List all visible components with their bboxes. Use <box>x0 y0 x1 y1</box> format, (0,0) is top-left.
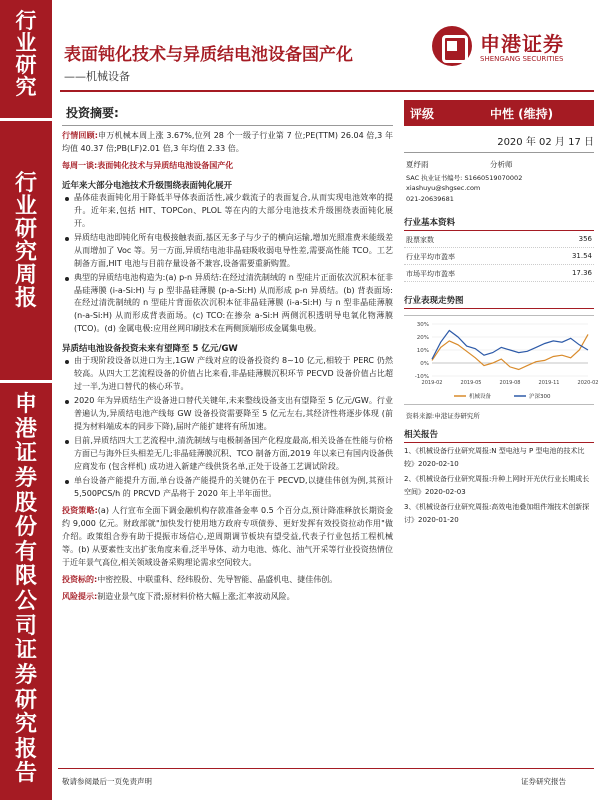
sidebar-divider <box>0 118 52 121</box>
report-title: 表面钝化技术与异质结电池设备国产化 <box>64 45 353 65</box>
report-subtitle: ——机械设备 <box>64 70 130 83</box>
rating-label: 评级 <box>410 107 435 121</box>
legend-label: 沪深300 <box>529 394 551 401</box>
trend-heading: 行业表现走势图 <box>404 294 594 309</box>
strategy-label: 投资策略: <box>62 505 98 515</box>
legend-label: 机械设备 <box>469 394 492 401</box>
analyst-phone: 021-20639681 <box>406 194 454 203</box>
basics-row <box>404 248 594 265</box>
related-report-link[interactable]: 2、《机械设备行业研究周报:升种上网时开光伏行业长期成长空间》2020-02-03 <box>404 475 590 496</box>
weekly-focus: 每周一谈:表面钝化技术与异质结电池设备国产化 <box>62 160 234 170</box>
market-review <box>62 130 393 156</box>
trend-chart <box>404 315 599 405</box>
bullet-item: 单台设备产能提升方面,单台设备产能提升的关键仍在于 PECVD,以捷佳伟创为例,其预计 5,500PCS/h 的 PRCVD 产品将于 2020 年上半年面世。 <box>62 475 393 501</box>
related-heading: 相关报告 <box>404 428 594 443</box>
summary-heading: 投资摘要: <box>62 100 393 126</box>
basics-row-label: 股票家数 <box>406 236 434 245</box>
basics-row <box>404 231 594 248</box>
basics-row-value: 356 <box>578 235 592 244</box>
risk-warning <box>62 591 393 604</box>
bullet-item: 2020 年为异质结生产设备进口替代关键年,未来整线设备支出有望降至 5 亿元/GW。行业普遍认为,异质结电池产线每 GW 设备投资需要降至 5 亿元左右,其经济性将逐步体现 (前提为材料端成本的同步下降),届时产能扩建将有所加速。 <box>62 395 393 434</box>
sidebar-label-weekly <box>0 172 52 311</box>
basics-row <box>404 265 594 282</box>
brand-logo <box>432 22 592 72</box>
y-tick-label: 0% <box>420 361 429 368</box>
chart-source: 资料来源:申港证券研究所 <box>406 412 480 421</box>
related-report-link[interactable]: 3、《机械设备行业研究周报:高效电池叠加组件端技术创新探讨》2020-01-20 <box>404 502 590 524</box>
header-rule <box>60 90 594 92</box>
x-tick-label: 2019-05 <box>460 380 482 387</box>
sidebar-band <box>0 0 52 800</box>
basics-row-value: 31.54 <box>571 252 592 261</box>
footer-label: 证券研究报告 <box>521 777 566 786</box>
series-line <box>432 331 588 360</box>
market-review-text: 申万机械本周上涨 3.67%,位列 28 个一级子行业第 7 位;PE(TTM) 26.04 倍,3 年均值 40.37 倍;PB(LF)2.01 倍,3 年均值 2.33 倍。 <box>62 131 393 153</box>
analyst-role: 分析师 <box>490 160 513 169</box>
sidebar-label-research <box>0 10 52 98</box>
analyst-sac: SAC 执业证书编号: S1660519070002 <box>406 174 523 182</box>
sidebar-label-company <box>0 392 52 786</box>
subsection-investment: 异质结电池设备投资未来有望降至 5 亿元/GW <box>62 344 238 355</box>
x-tick-label: 2019-02 <box>421 380 443 387</box>
sidebar-label-text: 行业研究周报 <box>14 170 37 312</box>
subsection-passivation: 近年来大部分电池技术升级围绕表面钝化展开 <box>62 180 233 191</box>
targets-text: 中密控股、中联重科、经纬股份、先导智能、晶盛机电、捷佳伟创。 <box>97 574 338 584</box>
sidebar-divider <box>0 380 52 383</box>
y-tick-label: 30% <box>416 322 429 329</box>
bullet-item: 目前,异质结四大工艺流程中,清洗制绒与电极制备国产化程度最高,相关设备在性能与价格方面已与海外巨头相差无几;非晶硅薄膜沉积、TCO 制备方面,2019 年以来已有国内设备供应商发布 (包含样机) 成功进入新建产线供货名单,正处于设备工艺调试阶段。 <box>62 435 393 474</box>
sidebar-label-text: 申港证券股份有限公司证券研究报告 <box>14 391 37 787</box>
y-tick-label: -10% <box>414 374 429 381</box>
info-column <box>404 100 599 527</box>
x-tick-label: 2020-02 <box>577 380 599 387</box>
basics-row-label: 行业平均市盈率 <box>406 253 455 262</box>
x-tick-label: 2019-11 <box>538 380 560 387</box>
analyst-row <box>404 157 594 173</box>
market-review-label: 行情回顾: <box>62 131 98 140</box>
analyst-email: xiashuyu@shgsec.com <box>406 184 481 193</box>
related-report-link[interactable]: 1、《机械设备行业研究周报:N 型电池与 P 型电池的技术比较》2020-02-10 <box>404 447 585 469</box>
investment-strategy <box>62 505 393 570</box>
x-tick-label: 2019-08 <box>499 380 521 387</box>
brand-name-cn: 申港证券 <box>480 32 564 56</box>
trend-chart-svg <box>404 316 599 406</box>
report-date: 2020 年 02 月 17 日 <box>497 137 594 148</box>
bullet-item: 晶体硅表面钝化用于降低半导体表面活性,减少载流子的表面复合,从而实现电池效率的提升。近年来,包括 HIT、TOPCon、PLOL 等在内的大部分电池技术升级围绕表面钝化展开。 <box>62 192 393 231</box>
summary-column <box>62 100 393 604</box>
rating-bar <box>404 100 594 126</box>
y-tick-label: 20% <box>416 335 429 342</box>
targets-label: 投资标的: <box>62 574 98 584</box>
footer-disclaimer: 敬请参阅最后一页免责声明 <box>62 777 152 786</box>
risk-label: 风险提示: <box>62 591 98 601</box>
footer-rule <box>58 768 594 769</box>
analyst-divider <box>404 152 594 153</box>
investment-targets <box>62 574 393 587</box>
brand-name-en: SHENGANG SECURITIES <box>480 55 564 63</box>
bullet-item: 异质结电池即钝化所有电极接触表面,基区无多子与少子的横向运输,增加光照准费米能级差从而增加了 Voc 等。另一方面,异质结电池非晶硅吸收弱电导性差,需要高性能 TCO。工艺制备方面,HIT 电池与目前存量设备不兼容,设备需要重新购置。 <box>62 232 393 271</box>
series-line <box>432 335 588 370</box>
sidebar-label-text: 行业研究 <box>15 8 37 100</box>
brand-logo-icon <box>432 26 472 66</box>
strategy-text: (a) 人行宣布全面下调金融机构存款准备金率 0.5 个百分点,预计降准释放长期资金约 9,000 亿元。财政部就"加快发行使用地方政府专项债券、更好发挥有效投资拉动作用"做介绍。政策组合券有助于提振市场信心,逆周期调节板块有望受益,代表子行业包括工程机械等。(b) 从要素性支出扩张角度来看,泛半导体、动力电池、炼化、油气开采等行业投资热情位于近年景气高位,相关领域设备采购理论需求空间较大。 <box>62 505 393 567</box>
bullet-item: 由于现阶段设备以进口为主,1GW 产线对应的设备投资约 8~10 亿元,相较于 PERC 仍然较高。从四大工艺流程设备的价值占比来看,非晶硅薄膜沉积环节 PECVD 设备价值占比超过一半,为进口替代的核心环节。 <box>62 355 393 394</box>
risk-text: 制造业景气度下滑;原材料价格大幅上涨;汇率波动风险。 <box>97 591 295 601</box>
basics-heading: 行业基本资料 <box>404 216 594 231</box>
y-tick-label: 10% <box>416 348 429 355</box>
rating-value: 中性 (维持) <box>490 107 554 121</box>
related-reports <box>404 428 594 527</box>
basics-row-value: 17.36 <box>571 269 592 278</box>
analyst-name: 夏纾雨 <box>406 160 429 169</box>
bullet-item: 典型的异质结电池构造为:(a) p-n 异质结:在经过清洗制绒的 n 型硅片正面依次沉积本征非晶硅薄膜 (i-a-Si:H) 与 p 型非晶硅薄膜 (p-a-Si:H) 从而形成 p-n 异质结。(b) 背表面场:在经过清洗制绒的 n 型硅片背面依次沉积本征非晶硅薄膜 (i-a-Si:H) 与 n 型非晶硅薄膜 (n-a-Si:H) 从而形成背表面场。(c) TCO:在掺杂 a-Si:H 两侧沉积透明导电氧化物薄膜 (TCO)。(d) 金属电极:应用丝网印刷技术在两侧顶端形成金属集电极。 <box>62 272 393 337</box>
basics-row-label: 市场平均市盈率 <box>406 270 455 279</box>
